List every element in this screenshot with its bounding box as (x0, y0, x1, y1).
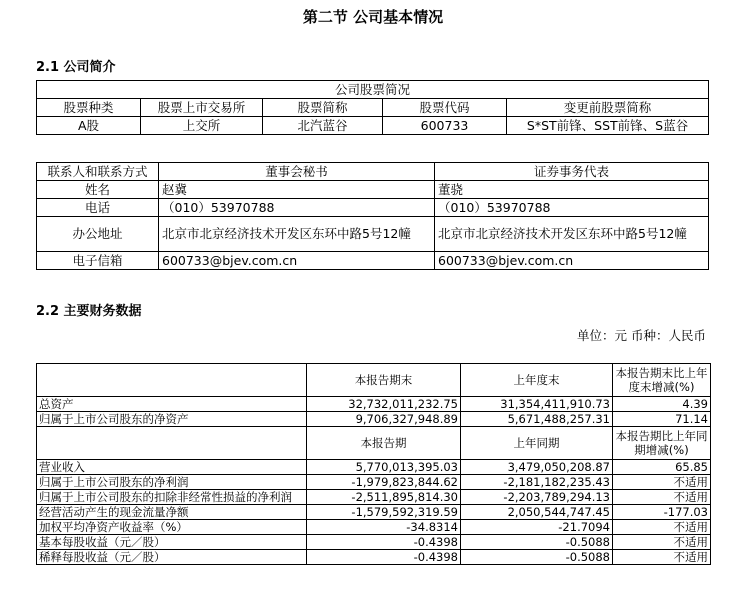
fin-cell: 5,671,488,257.31 (461, 412, 613, 427)
fin-row-label: 归属于上市公司股东的扣除非经常性损益的净利润 (37, 490, 307, 505)
fin-cell: 5,770,013,395.03 (307, 460, 461, 475)
fin-cell: 不适用 (613, 475, 711, 490)
fin-cell: 不适用 (613, 490, 711, 505)
fin-cell: -0.4398 (307, 535, 461, 550)
stock-header-cell: 变更前股票简称 (507, 99, 709, 117)
stock-cell: 上交所 (141, 117, 263, 135)
fin-row-label: 经营活动产生的现金流量净额 (37, 505, 307, 520)
fin-cell: -34.8314 (307, 520, 461, 535)
fin-cell: 71.14 (613, 412, 711, 427)
secretary-address: 北京市北京经济技术开发区东环中路5号12幢 (159, 217, 435, 252)
fin-header-cell: 上年度末 (461, 364, 613, 397)
subsection-title-company-profile: 2.1 公司简介 (36, 60, 116, 75)
stock-cell: 北汽蓝谷 (263, 117, 383, 135)
fin-header-cell: 本报告期 (307, 427, 461, 460)
stock-header-cell: 股票简称 (263, 99, 383, 117)
fin-header-cell: 本报告期末 (307, 364, 461, 397)
fin-cell: 31,354,411,910.73 (461, 397, 613, 412)
representative-phone: （010）53970788 (435, 199, 709, 217)
contact-label: 办公地址 (37, 217, 159, 252)
fin-cell: -1,979,823,844.62 (307, 475, 461, 490)
fin-cell: -0.5088 (461, 550, 613, 565)
fin-cell: -177.03 (613, 505, 711, 520)
fin-row-label: 归属于上市公司股东的净资产 (37, 412, 307, 427)
contact-header-cell: 联系人和联系方式 (37, 163, 159, 181)
fin-header-cell: 本报告期比上年同期增减(%) (613, 427, 711, 460)
fin-cell: 不适用 (613, 535, 711, 550)
fin-cell: 4.39 (613, 397, 711, 412)
fin-cell: 不适用 (613, 520, 711, 535)
fin-row-label: 归属于上市公司股东的净利润 (37, 475, 307, 490)
representative-name: 董骁 (435, 181, 709, 199)
representative-address: 北京市北京经济技术开发区东环中路5号12幢 (435, 217, 709, 252)
fin-header-cell: 上年同期 (461, 427, 613, 460)
contact-header-cell: 证券事务代表 (435, 163, 709, 181)
fin-cell: -1,579,592,319.59 (307, 505, 461, 520)
contact-label: 电话 (37, 199, 159, 217)
section-title: 第二节 公司基本情况 (302, 8, 444, 26)
fin-row-label: 营业收入 (37, 460, 307, 475)
fin-header-cell (37, 364, 307, 397)
fin-cell: 3,479,050,208.87 (461, 460, 613, 475)
fin-cell: 65.85 (613, 460, 711, 475)
stock-header-cell: 股票代码 (383, 99, 507, 117)
fin-cell: -0.4398 (307, 550, 461, 565)
fin-cell: 9,706,327,948.89 (307, 412, 461, 427)
contact-label: 姓名 (37, 181, 159, 199)
fin-row-label: 加权平均净资产收益率（%） (37, 520, 307, 535)
fin-cell: -0.5088 (461, 535, 613, 550)
contact-table (36, 162, 709, 270)
secretary-name: 赵冀 (159, 181, 435, 199)
contact-header-cell: 董事会秘书 (159, 163, 435, 181)
fin-row-label: 基本每股收益（元／股） (37, 535, 307, 550)
stock-header-cell: 股票种类 (37, 99, 141, 117)
fin-cell: 不适用 (613, 550, 711, 565)
fin-cell: -21.7094 (461, 520, 613, 535)
fin-cell: -2,181,182,235.43 (461, 475, 613, 490)
secretary-email: 600733@bjev.com.cn (159, 252, 435, 270)
fin-header-cell (37, 427, 307, 460)
stock-cell: S*ST前锋、SST前锋、S蓝谷 (507, 117, 709, 135)
contact-label: 电子信箱 (37, 252, 159, 270)
stock-table-caption: 公司股票简况 (37, 81, 709, 99)
stock-info-table (36, 80, 709, 135)
fin-header-cell: 本报告期末比上年度末增减(%) (613, 364, 711, 397)
stock-cell: A股 (37, 117, 141, 135)
representative-email: 600733@bjev.com.cn (435, 252, 709, 270)
fin-cell: 2,050,544,747.45 (461, 505, 613, 520)
fin-cell: 32,732,011,232.75 (307, 397, 461, 412)
stock-header-cell: 股票上市交易所 (141, 99, 263, 117)
secretary-phone: （010）53970788 (159, 199, 435, 217)
financial-data-table (36, 363, 711, 565)
currency-unit-note: 单位：元 币种：人民币 (577, 328, 706, 343)
fin-row-label: 稀释每股收益（元／股） (37, 550, 307, 565)
stock-cell: 600733 (383, 117, 507, 135)
fin-cell: -2,511,895,814.30 (307, 490, 461, 505)
fin-row-label: 总资产 (37, 397, 307, 412)
fin-cell: -2,203,789,294.13 (461, 490, 613, 505)
subsection-title-financial-data: 2.2 主要财务数据 (36, 304, 142, 319)
